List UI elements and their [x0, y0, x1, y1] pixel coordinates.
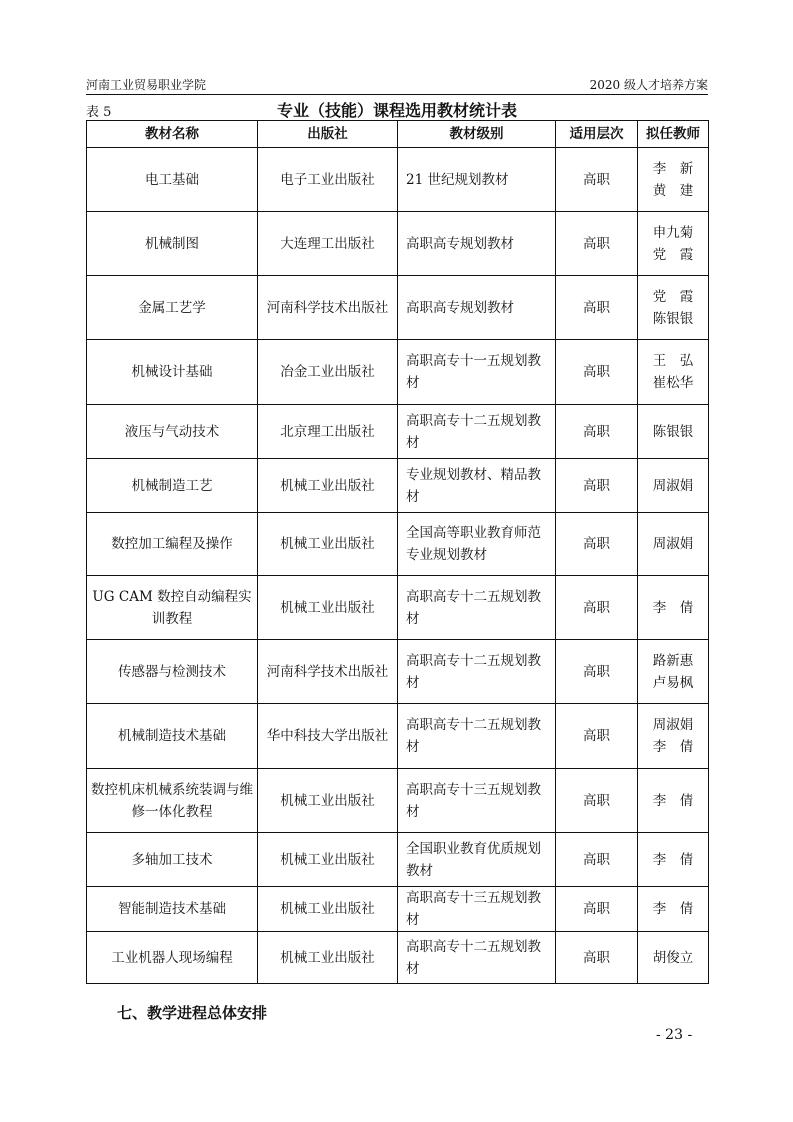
table-title: 专业（技能）课程选用教材统计表 — [276, 101, 517, 120]
cell-tier: 高职 — [556, 704, 638, 769]
table-row — [87, 276, 709, 340]
table-row — [87, 932, 709, 984]
header-rule — [86, 94, 708, 95]
cell-publisher: 大连理工出版社 — [258, 212, 398, 276]
teacher-name: 周淑娟 — [652, 536, 694, 552]
cell-teachers — [638, 769, 709, 833]
cell-tier: 高职 — [556, 340, 638, 405]
column-header-tier: 适用层次 — [556, 121, 638, 148]
cell-name: 液压与气动技术 — [87, 405, 258, 459]
cell-teachers — [638, 513, 709, 576]
cell-name: 金属工艺学 — [87, 276, 258, 340]
cell-publisher: 机械工业出版社 — [258, 769, 398, 833]
table-number: 表 5 — [86, 105, 112, 120]
cell-teachers — [638, 887, 709, 932]
cell-tier: 高职 — [556, 833, 638, 887]
cell-tier: 高职 — [556, 405, 638, 459]
cell-tier: 高职 — [556, 212, 638, 276]
cell-level: 高职高专十二五规划教材 — [398, 932, 556, 984]
cell-level: 全国高等职业教育师范专业规划教材 — [398, 513, 556, 576]
cell-name: 多轴加工技术 — [87, 833, 258, 887]
cell-tier: 高职 — [556, 769, 638, 833]
column-header-teacher: 拟任教师 — [638, 121, 709, 148]
cell-teachers — [638, 576, 709, 640]
cell-publisher: 电子工业出版社 — [258, 148, 398, 212]
teacher-name: 党 霞 — [652, 288, 694, 305]
cell-publisher: 机械工业出版社 — [258, 932, 398, 984]
cell-publisher: 机械工业出版社 — [258, 459, 398, 513]
cell-teachers — [638, 833, 709, 887]
cell-level: 21 世纪规划教材 — [398, 148, 556, 212]
cell-teachers — [638, 405, 709, 459]
cell-tier: 高职 — [556, 148, 638, 212]
cell-tier: 高职 — [556, 459, 638, 513]
cell-publisher: 河南科学技术出版社 — [258, 276, 398, 340]
teacher-name: 路新惠 — [652, 652, 694, 669]
cell-name: 数控机床机械系统装调与维修一体化教程 — [87, 769, 258, 833]
cell-name: 机械制图 — [87, 212, 258, 276]
column-header-publisher: 出版社 — [258, 121, 398, 148]
teacher-name: 李 倩 — [652, 792, 694, 809]
table-row — [87, 704, 709, 769]
cell-level: 高职高专十二五规划教材 — [398, 576, 556, 640]
cell-level: 高职高专规划教材 — [398, 276, 556, 340]
cell-tier: 高职 — [556, 887, 638, 932]
cell-publisher: 华中科技大学出版社 — [258, 704, 398, 769]
teacher-name: 党 霞 — [652, 246, 694, 263]
table-row — [87, 769, 709, 833]
teacher-name: 李 倩 — [652, 851, 694, 868]
cell-teachers — [638, 212, 709, 276]
teacher-name: 陈银银 — [652, 310, 694, 327]
cell-name: 智能制造技术基础 — [87, 887, 258, 932]
cell-tier: 高职 — [556, 576, 638, 640]
teacher-name: 胡俊立 — [652, 949, 694, 966]
table-row — [87, 212, 709, 276]
cell-teachers — [638, 704, 709, 769]
teacher-name: 李 倩 — [652, 739, 694, 755]
textbook-table — [86, 120, 709, 984]
cell-teachers — [638, 932, 709, 984]
column-header-level: 教材级别 — [398, 121, 556, 148]
table-row — [87, 833, 709, 887]
cell-name: 机械制造工艺 — [87, 459, 258, 513]
teacher-name: 李 新 — [652, 160, 694, 177]
cell-name: 工业机器人现场编程 — [87, 932, 258, 984]
table-row — [87, 405, 709, 459]
header-document-title: 2020 级人才培养方案 — [589, 78, 708, 92]
cell-publisher: 河南科学技术出版社 — [258, 640, 398, 704]
cell-publisher: 机械工业出版社 — [258, 833, 398, 887]
header-school-name: 河南工业贸易职业学院 — [86, 78, 207, 92]
teacher-name: 周淑娟 — [652, 477, 694, 494]
cell-name: 机械制造技术基础 — [87, 704, 258, 769]
cell-publisher: 机械工业出版社 — [258, 513, 398, 576]
cell-name: UG CAM 数控自动编程实训教程 — [87, 576, 258, 640]
cell-tier: 高职 — [556, 640, 638, 704]
teacher-name: 李 倩 — [652, 599, 694, 616]
page-number: - 23 - — [656, 1027, 693, 1043]
cell-teachers — [638, 640, 709, 704]
cell-tier: 高职 — [556, 932, 638, 984]
table-row — [87, 459, 709, 513]
cell-level: 高职高专规划教材 — [398, 212, 556, 276]
table-row — [87, 513, 709, 576]
teacher-name: 王 弘 — [652, 353, 694, 369]
cell-name: 传感器与检测技术 — [87, 640, 258, 704]
table-row — [87, 887, 709, 932]
cell-name: 机械设计基础 — [87, 340, 258, 405]
cell-publisher: 北京理工出版社 — [258, 405, 398, 459]
teacher-name: 崔松华 — [652, 375, 694, 391]
table-row — [87, 576, 709, 640]
table-row — [87, 148, 709, 212]
cell-name: 数控加工编程及操作 — [87, 513, 258, 576]
cell-level: 高职高专十二五规划教材 — [398, 405, 556, 459]
teacher-name: 陈银银 — [652, 423, 694, 440]
cell-teachers — [638, 148, 709, 212]
section-heading: 七、教学进程总体安排 — [117, 1004, 268, 1022]
cell-publisher: 机械工业出版社 — [258, 576, 398, 640]
cell-tier: 高职 — [556, 513, 638, 576]
cell-level: 高职高专十二五规划教材 — [398, 640, 556, 704]
cell-name: 电工基础 — [87, 148, 258, 212]
table-caption — [86, 98, 708, 120]
cell-level: 高职高专十二五规划教材 — [398, 704, 556, 769]
cell-level: 专业规划教材、精品教材 — [398, 459, 556, 513]
cell-publisher: 机械工业出版社 — [258, 887, 398, 932]
cell-level: 高职高专十三五规划教材 — [398, 887, 556, 932]
cell-tier: 高职 — [556, 276, 638, 340]
cell-level: 高职高专十一五规划教材 — [398, 340, 556, 405]
teacher-name: 申九菊 — [652, 224, 694, 241]
teacher-name: 周淑娟 — [652, 717, 694, 733]
table-row — [87, 640, 709, 704]
teacher-name: 李 倩 — [652, 901, 694, 917]
cell-publisher: 冶金工业出版社 — [258, 340, 398, 405]
table-row — [87, 340, 709, 405]
cell-teachers — [638, 276, 709, 340]
table-header-row — [87, 121, 709, 148]
cell-level: 全国职业教育优质规划教材 — [398, 833, 556, 887]
cell-teachers — [638, 459, 709, 513]
teacher-name: 黄 建 — [652, 182, 694, 199]
column-header-name: 教材名称 — [87, 121, 258, 148]
cell-teachers — [638, 340, 709, 405]
cell-level: 高职高专十三五规划教材 — [398, 769, 556, 833]
teacher-name: 卢易枫 — [652, 674, 694, 691]
